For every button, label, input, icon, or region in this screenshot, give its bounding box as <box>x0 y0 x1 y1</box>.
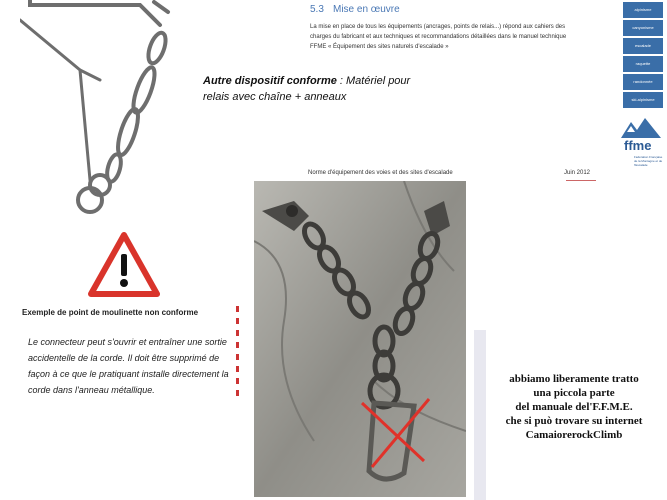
warning-sign-icon <box>88 232 160 298</box>
section-body-line: La mise en place de tous les équipements (ancrages, points de relais...) répond aux cahiers des <box>310 24 566 30</box>
sidebar-item: canyonisme <box>623 20 663 36</box>
sidebar-item: escalade <box>623 38 663 54</box>
note-line: CamaiorerockClimb <box>525 429 623 441</box>
ffme-logo-text: ffme <box>624 138 652 153</box>
note-line: una piccola parte <box>533 387 615 399</box>
section-body-line: FFME « Équipement des sites naturels d'escalade » <box>310 44 449 50</box>
sidebar-item: alpinisme <box>623 2 663 18</box>
chain-rings-illustration <box>20 0 190 230</box>
sidebar-item: ski-alpinisme <box>623 92 663 108</box>
relay-photo-illustration <box>254 181 466 497</box>
section-body <box>310 22 606 52</box>
italian-note <box>484 372 664 442</box>
warning-title: Exemple de point de moulinette non conforme <box>22 308 199 317</box>
conforme-text: : Matériel pour relais avec chaîne + anneaux <box>203 75 411 103</box>
note-line: che si può trovare su internet <box>505 415 643 427</box>
section-number: 5.3 <box>310 4 324 15</box>
sidebar-item: randonnée <box>623 74 663 90</box>
footer-date: Juin 2012 <box>564 170 591 176</box>
warning-text: Le connecteur peut s'ouvrir et entraîner une sortie accidentelle de la corde. Il doit être supprimé de façon à ce que le pratiquant installe directement la corde dans l'anneau métallique. <box>28 337 229 395</box>
warning-border <box>236 306 239 400</box>
divider <box>566 180 596 181</box>
note-line: del manuale del'F.F.M.E. <box>515 401 633 413</box>
note-line: abbiamo liberamente tratto <box>509 373 639 385</box>
conforme-caption <box>203 73 423 105</box>
relay-photo <box>254 181 466 497</box>
norme-footer: Norme d'équipement des voies et des sites d'escalade <box>308 170 453 176</box>
ffme-logo-subtitle: Fédération Française de la Montagne et de l'Escalade <box>634 155 663 167</box>
conforme-title: Autre dispositif conforme <box>203 75 337 87</box>
section-title: Mise en œuvre <box>333 4 400 15</box>
section-body-line: charges du fabricant et aux techniques et recommandations détaillées dans le manuel technique <box>310 34 567 40</box>
sidebar-item: raquette <box>623 56 663 72</box>
